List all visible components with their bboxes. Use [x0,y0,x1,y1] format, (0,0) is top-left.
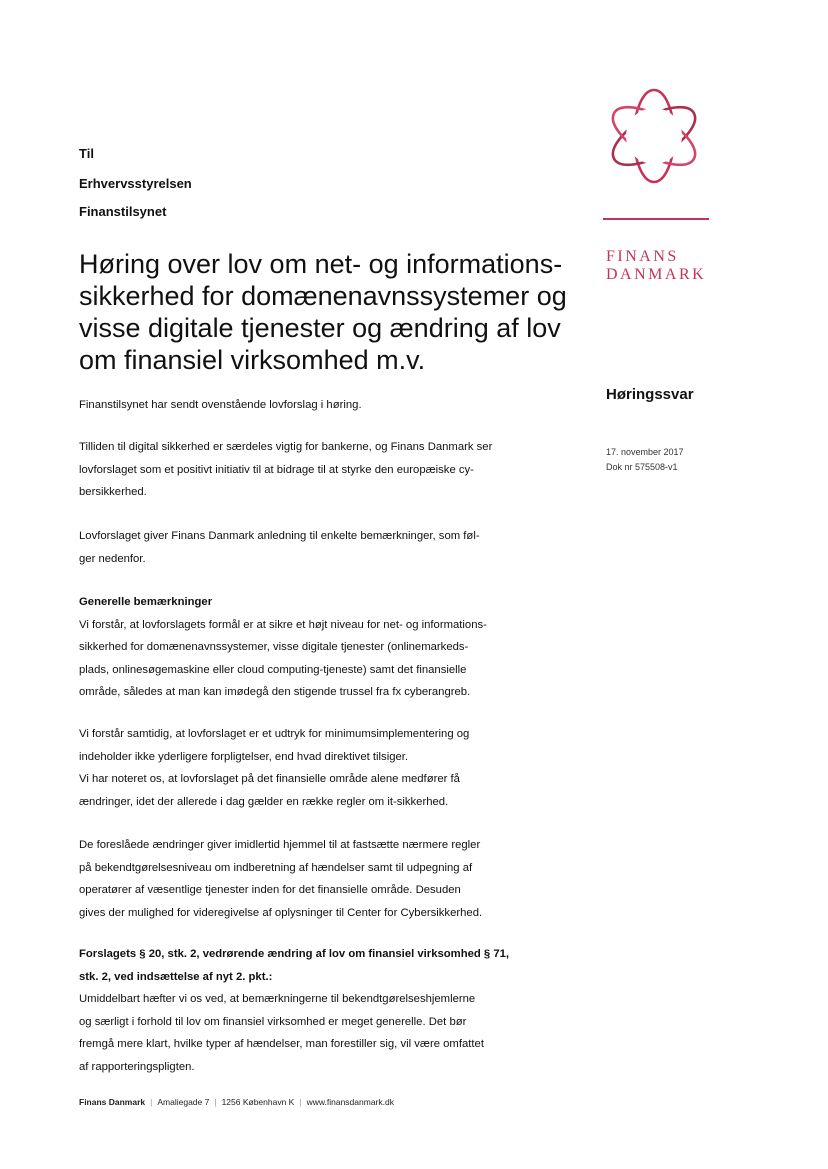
footer-separator: | [299,1097,302,1107]
footer-separator: | [150,1097,153,1107]
brand-rule [603,218,709,220]
text-line: sikkerhed for domænenavnssystemer, visse digitale tjenester (onlinemarkeds- [79,641,469,653]
text-line: lovforslaget som et positivt initiativ til at bidrage til at styrke den europæiske cy- [79,463,474,476]
text-line: plads, onlinesøgemaskine eller cloud computing-tjeneste) samt det finansielle [79,663,467,676]
text-line: Lovforslaget giver Finans Danmark anledning til enkelte bemærkninger, som føl- [79,530,480,542]
section-heading: stk. 2, ved indsættelse af nyt 2. pkt.: [79,970,273,983]
text-line: indeholder ikke yderligere forpligtelser, end hvad direktivet tilsiger. [79,750,409,763]
paragraph-minimum [79,723,559,813]
text-line: fremgå mere klart, hvilke typer af hændelser, man forestiller sig, vil være omfattet [79,1038,484,1050]
text-line: gives der mulighed for videregivelse af oplysninger til Center for Cybersikkerhed. [79,906,483,919]
section-general [79,591,559,704]
document-title [79,248,567,376]
recipient-line: Finanstilsynet [79,204,167,219]
document-number: Dok nr 575508-v1 [606,462,678,472]
text-line: Vi forstår, at lovforslagets formål er at sikre et højt niveau for net- og informations- [79,618,487,631]
section-heading: Forslagets § 20, stk. 2, vedrørende ændring af lov om finansiel virksomhed § 71, [79,948,510,960]
document-meta [606,445,684,475]
text-line: operatører af væsentlige tjenester inden for det finansielle område. Desuden [79,884,461,896]
footer-street: Amaliegade 7 [157,1097,210,1107]
brand-name-line: FINANS [606,248,679,265]
text-line: Tilliden til digital sikkerhed er særdeles vigtig for bankerne, og Finans Danmark ser [79,441,493,453]
title-line: Høring over lov om net- og informations- [79,249,563,279]
text-line: Finanstilsynet har sendt ovenstående lovforslag i høring. [79,399,362,411]
footer-separator: | [214,1097,217,1107]
paragraph-trust [79,436,559,504]
document-date: 17. november 2017 [606,447,684,457]
woven-ring-logo-icon [594,76,714,196]
recipient-line: Erhvervsstyrelsen [79,176,192,191]
paragraph-changes [79,834,559,924]
footer-org: Finans Danmark [79,1097,146,1107]
text-line: De foreslåede ændringer giver imidlertid hjemmel til at fastsætte nærmere regler [79,839,481,851]
recipient-label: Til [79,146,94,161]
text-line: Umiddelbart hæfter vi os ved, at bemærkningerne til bekendtgørelseshjemlerne [79,993,476,1005]
footer-website-link[interactable]: www.finansdanmark.dk [306,1097,394,1107]
text-line: bersikkerhed. [79,486,147,498]
section-heading: Generelle bemærkninger [79,596,213,608]
section-proposal [79,943,559,1078]
footer-city: 1256 København K [221,1097,295,1107]
text-line: ger nedenfor. [79,552,146,565]
text-line: på bekendtgørelsesniveau om indberetning af hændelser samt til udpegning af [79,861,473,874]
paragraph-intro [79,394,559,417]
title-line: om finansiel virksomhed m.v. [79,345,426,375]
text-line: ændringer, idet der allerede i dag gælder en række regler om it-sikkerhed. [79,795,449,808]
document-type: Høringssvar [606,386,694,403]
text-line: område, således at man kan imødegå den stigende trussel fra fx cyberangreb. [79,686,471,698]
text-line: og særligt i forhold til lov om finansiel virksomhed er meget generelle. Det bør [79,1015,467,1028]
brand-name-line: DANMARK [606,266,707,283]
paragraph-remarks [79,525,559,570]
title-line: sikkerhed for domænenavnssystemer og [79,281,567,311]
text-line: Vi forstår samtidig, at lovforslaget er et udtryk for minimumsimplementering og [79,728,470,740]
text-line: af rapporteringspligten. [79,1060,195,1073]
page-footer [79,1097,394,1107]
title-line: visse digitale tjenester og ændring af lov [79,313,561,343]
brand-name [606,248,706,284]
text-line: Vi har noteret os, at lovforslaget på det finansielle område alene medfører få [79,773,460,785]
